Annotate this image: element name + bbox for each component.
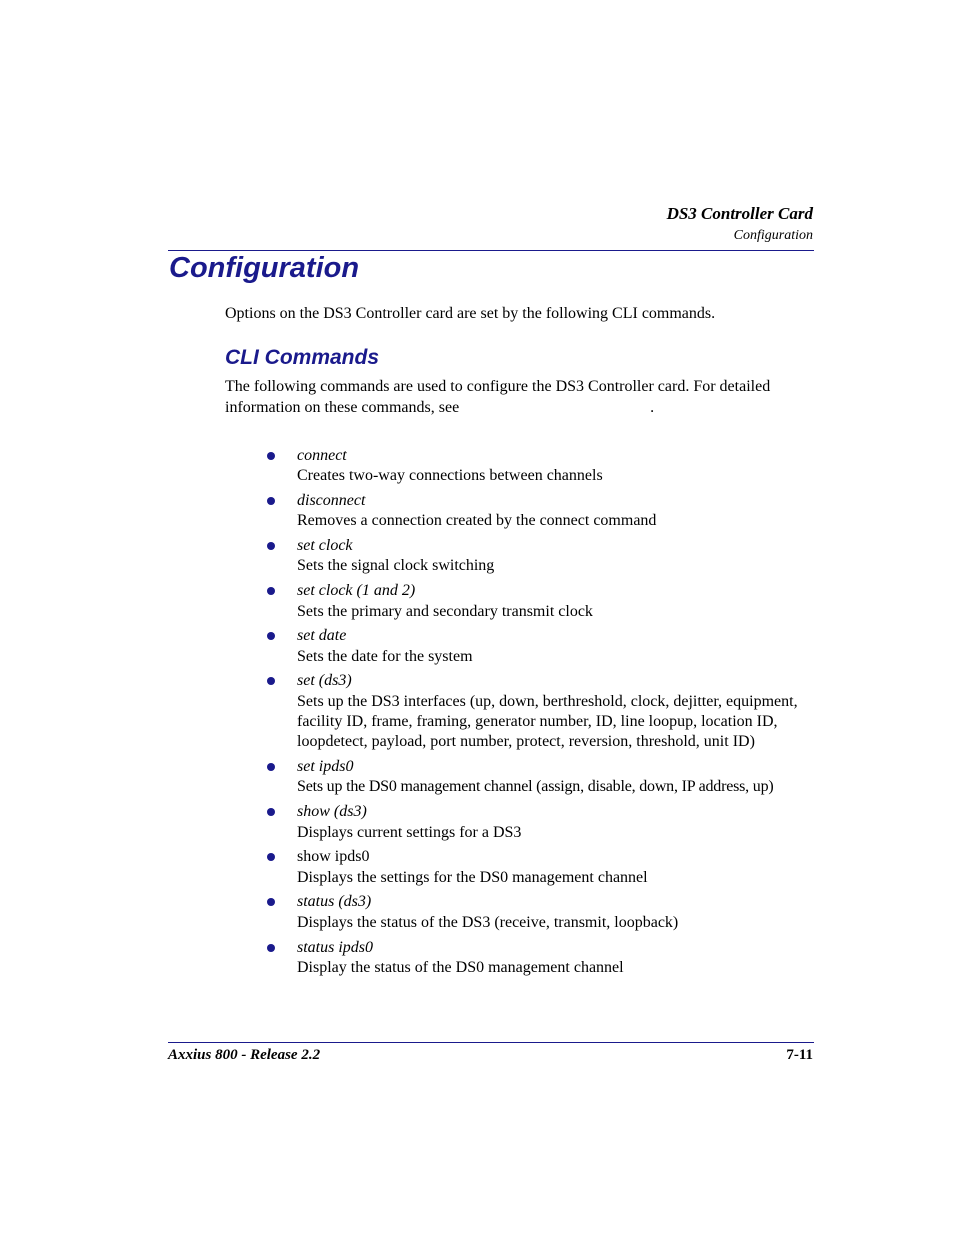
bullet-icon	[267, 763, 275, 771]
bullet-icon	[267, 944, 275, 952]
command-description: Displays the status of the DS3 (receive, transmit, loopback)	[297, 913, 679, 931]
bullet-icon	[267, 808, 275, 816]
command-name: status ipds0	[297, 938, 374, 956]
command-name: set clock	[297, 537, 353, 555]
list-item	[263, 847, 823, 888]
list-item	[263, 491, 823, 532]
command-name: show ipds0	[297, 848, 370, 866]
running-header-chapter: DS3 Controller Card	[666, 204, 813, 223]
command-name: set ipds0	[297, 758, 354, 776]
command-list	[263, 446, 823, 983]
section-intro: Options on the DS3 Controller card are set by the following CLI commands.	[225, 305, 716, 322]
list-item	[263, 536, 823, 577]
command-name: show (ds3)	[297, 803, 367, 821]
command-description: Sets up the DS3 interfaces (up, down, berthreshold, clock, dejitter, equipment, facility ID, frame, framing, generator number, ID, line loopup, location ID, loopdetect, payload, port number, protect, reversion, threshold, unit ID)	[297, 692, 798, 751]
bullet-icon	[267, 452, 275, 460]
subsection-title: CLI Commands	[225, 346, 380, 369]
body-line-suffix: .	[650, 398, 655, 416]
command-name: set date	[297, 627, 347, 645]
command-description: Sets the signal clock switching	[297, 557, 495, 575]
bullet-icon	[267, 542, 275, 550]
command-description: Creates two-way connections between channels	[297, 467, 603, 485]
subsection-body	[225, 377, 815, 418]
bullet-icon	[267, 898, 275, 906]
body-line-prefix: information on these commands, see	[225, 398, 460, 416]
list-item	[263, 581, 823, 622]
running-header-section: Configuration	[733, 228, 813, 243]
subsection-body-line-1: The following commands are used to configure the DS3 Controller card. For detailed	[225, 378, 771, 395]
section-title: Configuration	[169, 252, 360, 284]
list-item	[263, 671, 823, 752]
list-item	[263, 446, 823, 487]
bullet-icon	[267, 632, 275, 640]
bullet-icon	[267, 853, 275, 861]
list-item	[263, 892, 823, 933]
command-name: connect	[297, 447, 347, 464]
command-name: set clock (1 and 2)	[297, 582, 416, 600]
command-name: disconnect	[297, 492, 366, 510]
command-description: Removes a connection created by the connect command	[297, 512, 657, 530]
command-description: Display the status of the DS0 management channel	[297, 958, 624, 976]
subsection-body-line-2	[225, 398, 815, 419]
page-number: 7-11	[786, 1047, 813, 1063]
list-item	[263, 626, 823, 667]
command-description: Displays current settings for a DS3	[297, 823, 522, 841]
bullet-icon	[267, 677, 275, 685]
list-item	[263, 938, 823, 979]
command-name: set (ds3)	[297, 672, 352, 690]
command-description: Sets the date for the system	[297, 647, 473, 665]
bullet-icon	[267, 587, 275, 595]
command-description: Displays the settings for the DS0 management channel	[297, 868, 648, 886]
command-name: status (ds3)	[297, 893, 372, 911]
command-description: Sets up the DS0 management channel (assign, disable, down, IP address, up)	[297, 778, 774, 796]
list-item	[263, 802, 823, 843]
header-rule	[168, 250, 814, 251]
command-description: Sets the primary and secondary transmit clock	[297, 602, 593, 620]
list-item	[263, 757, 823, 798]
footer-rule	[168, 1042, 814, 1043]
footer-product: Axxius 800 - Release 2.2	[168, 1047, 321, 1063]
bullet-icon	[267, 497, 275, 505]
